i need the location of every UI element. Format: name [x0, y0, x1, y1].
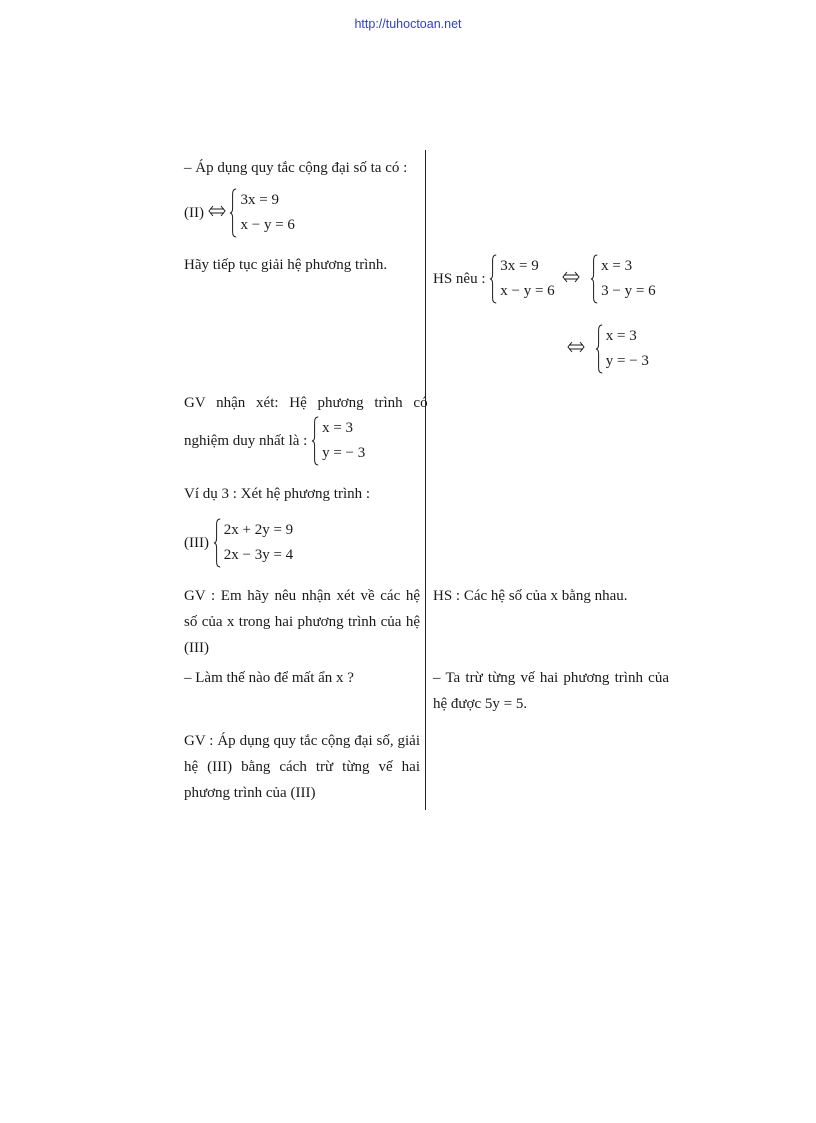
system-label: (III)	[184, 535, 209, 551]
equation-system	[590, 254, 655, 304]
left-brace-icon	[229, 188, 238, 238]
left-system-III	[184, 518, 293, 568]
equivalence-arrow-icon	[562, 266, 580, 292]
equation-2: 3 − y = 6	[601, 283, 656, 299]
left-paragraph-5: GV : Em hãy nêu nhận xét về các hệ số của x trong hai phương trình của hệ (III)	[184, 588, 420, 656]
equation-system	[595, 324, 649, 374]
left-brace-icon	[311, 416, 320, 466]
equivalence-arrow-icon	[567, 336, 585, 362]
equation-1: 3x = 9	[240, 192, 279, 208]
left-paragraph-3a	[184, 390, 428, 416]
left-system-II	[184, 188, 295, 238]
hs-label: HS nêu :	[433, 271, 486, 287]
left-brace-icon	[595, 324, 604, 374]
right-hs-observation: HS : Các hệ số của x bằng nhau.	[433, 588, 628, 604]
left-paragraph-1: – Áp dụng quy tắc cộng đại số ta có :	[184, 160, 408, 176]
left-paragraph-2: Hãy tiếp tục giải hệ phương trình.	[184, 257, 388, 273]
left-paragraph-6: – Làm thế nào để mất ẩn x ?	[184, 670, 354, 686]
equation-2: 2x − 3y = 4	[223, 547, 294, 563]
left-unique-solution	[184, 416, 365, 466]
equation-1: x = 3	[322, 420, 354, 436]
equation-system	[213, 518, 293, 568]
header-url-link[interactable]: http://tuhoctoan.net	[354, 17, 462, 31]
left-paragraph-7: GV : Áp dụng quy tắc cộng đại số, giải hệ (III) bằng cách trừ từng vế hai phương trình của (III)	[184, 733, 420, 801]
column-divider	[425, 150, 426, 810]
system-label: (II)	[184, 205, 204, 221]
equation-2: x − y = 6	[500, 283, 555, 299]
right-hs-answer	[433, 254, 656, 304]
gv-remark: GV nhận xét: Hệ phương trình có	[184, 395, 428, 411]
equation-2: y = − 3	[322, 445, 366, 461]
equivalence-arrow-icon	[208, 200, 226, 226]
equation-system	[489, 254, 554, 304]
equation-2: y = − 3	[605, 353, 649, 369]
left-brace-icon	[489, 254, 498, 304]
equation-system	[311, 416, 365, 466]
equation-1: 3x = 9	[500, 258, 539, 274]
right-hs-result	[567, 324, 649, 374]
equation-1: x = 3	[601, 258, 633, 274]
left-paragraph-4: Ví dụ 3 : Xét hệ phương trình :	[184, 486, 371, 502]
left-brace-icon	[590, 254, 599, 304]
right-subtract-answer: – Ta trừ từng vế hai phương trình của hệ được 5y = 5.	[433, 670, 669, 712]
left-brace-icon	[213, 518, 222, 568]
equation-2: x − y = 6	[240, 217, 295, 233]
equation-system	[229, 188, 294, 238]
equation-1: x = 3	[605, 328, 637, 344]
solution-label: nghiệm duy nhất là :	[184, 433, 308, 449]
equation-1: 2x + 2y = 9	[223, 522, 294, 538]
